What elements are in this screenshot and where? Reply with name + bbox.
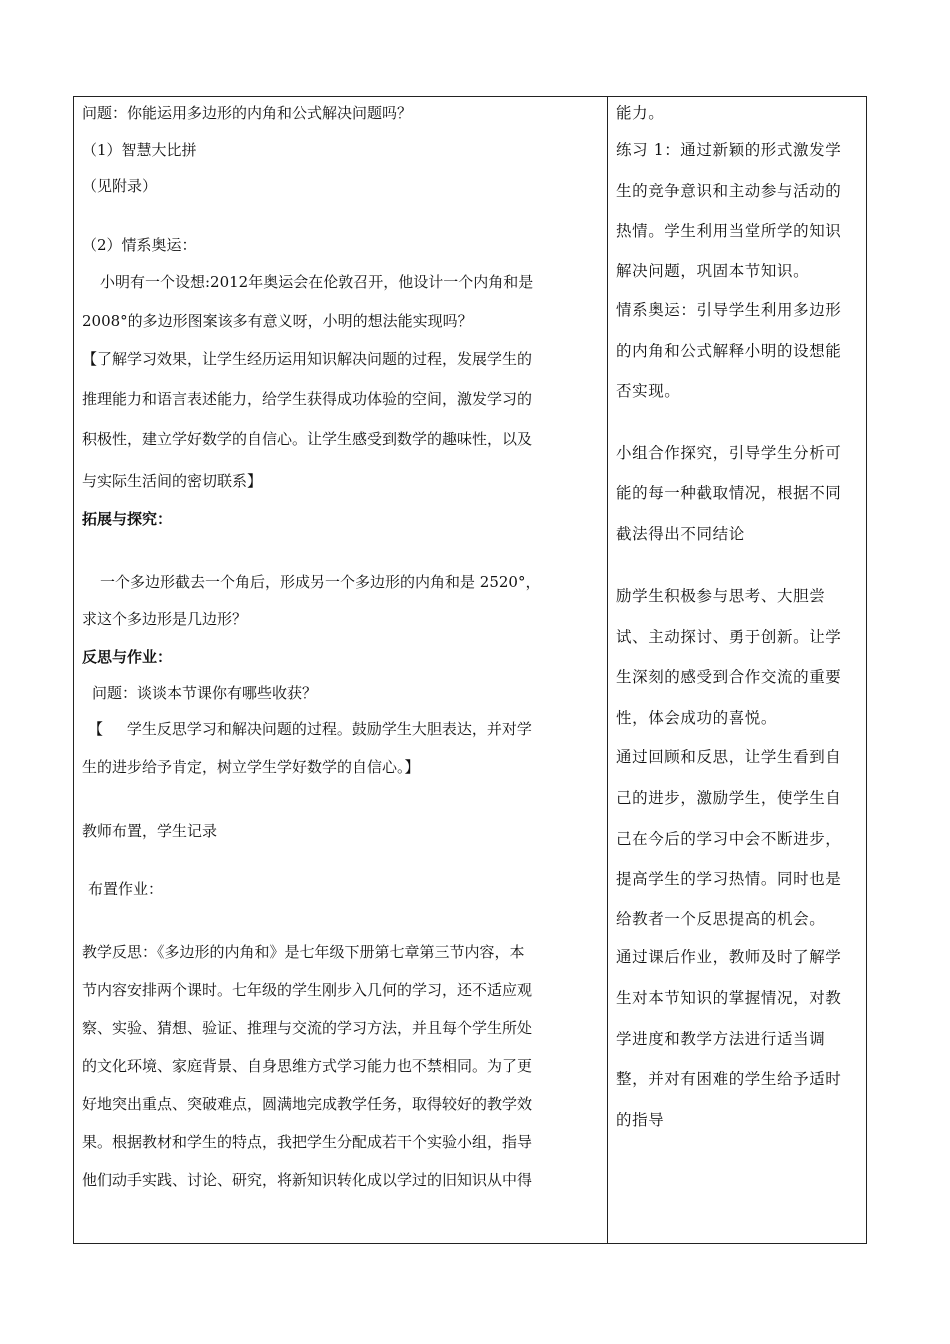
intent-line: 练习 1：通过新颖的形式激发学 (616, 141, 842, 159)
teaching-reflection-line-1: 教学反思：《多边形的内角和》是七年级下册第七章第三节内容，本 (82, 943, 525, 961)
intent-line: 的内角和公式解释小明的设想能 (616, 342, 842, 360)
intent-line: 小组合作探究，引导学生分析可 (616, 444, 842, 462)
intent-line: 性，体会成功的喜悦。 (616, 709, 778, 727)
activity-1-heading: （1）智慧大比拼 (82, 141, 197, 159)
intent-line: 励学生积极参与思考、大胆尝 (616, 587, 826, 605)
reflection-note-line-1: 【 学生反思学习和解决问题的过程。鼓励学生大胆表达，并对学 (88, 720, 532, 738)
intent-note-line-2: 推理能力和语言表述能力，给学生获得成功体验的空间，激发学习的 (82, 390, 533, 408)
intent-line: 通过回顾和反思，让学生看到自 (616, 748, 842, 766)
column-divider (607, 97, 608, 1243)
reflection-note-line-2: 生的进步给予肯定，树立学生学好数学的自信心。】 (82, 758, 420, 776)
appendix-note: （见附录） (82, 177, 158, 195)
homework-heading: 布置作业： (88, 880, 164, 898)
teaching-reflection-line-5: 好地突出重点、突破难点，圆满地完成教学任务，取得较好的教学效 (82, 1095, 533, 1113)
intent-line: 的指导 (616, 1111, 665, 1129)
intent-line: 否实现。 (616, 382, 681, 400)
extension-heading: 拓展与探究： (82, 510, 173, 528)
intent-line: 能力。 (616, 104, 665, 122)
reflection-question: 问题：谈谈本节课你有哪些收获？ (92, 684, 318, 702)
intent-line: 生的竞争意识和主动参与活动的 (616, 182, 842, 200)
extension-problem-line-2: 求这个多边形是几边形？ (82, 610, 248, 628)
lesson-plan-table (73, 96, 867, 1244)
teaching-reflection-line-3: 察、实验、猜想、验证、推理与交流的学习方法，并且每个学生所处 (82, 1019, 533, 1037)
intent-line: 提高学生的学习热情。同时也是 (616, 870, 842, 888)
teaching-reflection-line-7: 他们动手实践、讨论、研究，将新知识转化成以学过的旧知识从中得 (82, 1171, 533, 1189)
teacher-assignment-note: 教师布置，学生记录 (82, 822, 218, 840)
intent-line: 学进度和教学方法进行适当调 (616, 1030, 826, 1048)
question-line: 问题：你能运用多边形的内角和公式解决问题吗？ (82, 104, 413, 122)
extension-problem-line-1: 一个多边形截去一个角后，形成另一个多边形的内角和是 2520°， (100, 573, 541, 591)
intent-line: 己在今后的学习中会不断进步， (616, 830, 842, 848)
teaching-reflection-line-6: 果。根据教材和学生的特点，我把学生分配成若干个实验小组，指导 (82, 1133, 533, 1151)
intent-line: 给教者一个反思提高的机会。 (616, 910, 826, 928)
intent-line: 解决问题，巩固本节知识。 (616, 262, 810, 280)
intent-line: 能的每一种截取情况，根据不同 (616, 484, 842, 502)
intent-line: 情系奥运：引导学生利用多边形 (616, 301, 842, 319)
intent-line: 整，并对有困难的学生给予适时 (616, 1070, 842, 1088)
intent-line: 通过课后作业，教师及时了解学 (616, 948, 842, 966)
olympic-problem-line-2: 2008°的多边形图案该多有意义呀，小明的想法能实现吗？ (82, 312, 473, 330)
intent-line: 热情。学生利用当堂所学的知识 (616, 222, 842, 240)
intent-note-line-4: 与实际生活间的密切联系】 (82, 472, 263, 490)
intent-note-line-3: 积极性，建立学好数学的自信心。让学生感受到数学的趣味性，以及 (82, 430, 533, 448)
activity-2-heading: （2）情系奥运： (82, 236, 197, 254)
reflection-heading: 反思与作业： (82, 648, 173, 666)
olympic-problem-line-1: 小明有一个设想:2012年奥运会在伦敦召开，他设计一个内角和是 (100, 273, 534, 291)
intent-line: 试、主动探讨、勇于创新。让学 (616, 628, 842, 646)
teaching-reflection-line-4: 的文化环境、家庭背景、自身思维方式学习能力也不禁相同。为了更 (82, 1057, 533, 1075)
intent-note-line-1: 【了解学习效果，让学生经历运用知识解决问题的过程，发展学生的 (82, 350, 533, 368)
intent-line: 己的进步，激励学生，使学生自 (616, 789, 842, 807)
teaching-reflection-line-2: 节内容安排两个课时。七年级的学生刚步入几何的学习，还不适应观 (82, 981, 533, 999)
intent-line: 生对本节知识的掌握情况，对教 (616, 989, 842, 1007)
intent-line: 生深刻的感受到合作交流的重要 (616, 668, 842, 686)
intent-line: 截法得出不同结论 (616, 525, 745, 543)
